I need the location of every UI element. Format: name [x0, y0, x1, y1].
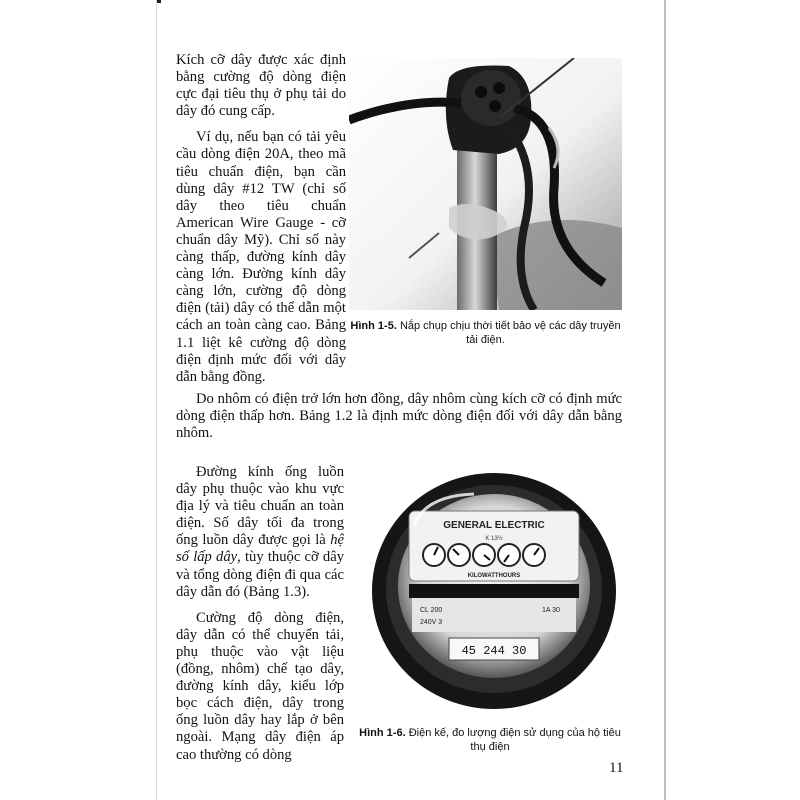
paragraph — [176, 464, 344, 601]
figure-1-5-caption — [349, 319, 622, 347]
paragraph: Cường độ dòng điện, dây dẫn có thể chuyển tải, phụ thuộc vào vật liệu (đồng, nhôm) chế tạo dây, đường kính dây, kiểu lớp bọc cách điện, dây trong ống luồn dây hay lắp ở bên ngoài. Mạng dây điện áp cao thường có dòng — [176, 609, 344, 763]
electric-meter-illustration — [354, 456, 624, 718]
text-run: , tùy thuộc cỡ dây và tổng dòng điện đi qua các dây dẫn đó (Bảng 1.3). — [176, 549, 344, 600]
paragraph: Do nhôm có điện trở lớn hơn đồng, dây nhôm cùng kích cỡ có định mức dòng điện thấp hơn. Bảng 1.2 là định mức dòng điện đối với dây dẫn bằng nhôm. — [176, 391, 622, 442]
weatherhead-illustration — [349, 58, 622, 310]
meter-brand: GENERAL ELECTRIC — [443, 520, 545, 531]
weatherhead-photo — [349, 58, 622, 310]
electric-meter-photo — [354, 456, 624, 718]
figure-label: Hình 1-5. — [350, 320, 397, 332]
paragraph: Ví dụ, nếu bạn có tải yêu cầu dòng điện 20A, theo mã tiêu chuẩn điện, bạn cần dùng dây #12 TW (chỉ số dây theo tiêu chuẩn American Wire Gauge - cỡ chuẩn dây Mỹ). Chỉ số này càng thấp, đường kính dây càng lớn. Đường kính dây càng lớn, cường độ dòng điện (tải) dây có thể dẫn một cách an toàn càng cao. Bảng 1.1 liệt kê cường độ dòng điện định mức đối với dây dẫn bằng đồng. — [176, 129, 346, 385]
figure-caption-text: Điện kế, đo lượng điện sử dụng của hộ tiêu thụ điện — [408, 727, 621, 753]
emphasis-term: hệ số lấp dây — [176, 532, 344, 566]
page-number: 11 — [609, 760, 624, 776]
meter-reading: 45 244 30 — [461, 644, 527, 658]
meter-kh: K 13½ — [485, 536, 503, 542]
figure-caption-text: Nắp chụp chịu thời tiết bảo vệ các dây truyền tải điện. — [399, 320, 621, 346]
left-column-text — [176, 52, 346, 395]
text-run: Đường kính ống luồn dây phụ thuộc vào khu vực địa lý và tiêu chuẩn an toàn điện. Số dây tối đa trong ống luồn dây được gọi là — [176, 464, 344, 549]
full-width-text — [176, 391, 622, 451]
page-corner-mark — [157, 0, 161, 3]
meter-volts: 240V 3 — [420, 619, 443, 626]
meter-class: CL 200 — [420, 607, 443, 614]
left-column-text-2 — [176, 464, 344, 773]
figure-label: Hình 1-6. — [359, 727, 406, 739]
meter-unit: KILOWATTHOURS — [467, 573, 521, 579]
meter-amps: 1A 30 — [542, 607, 560, 614]
figure-1-6-caption — [352, 726, 628, 754]
paragraph: Kích cỡ dây được xác định bằng cường độ dòng điện cực đại tiêu thụ ở phụ tải do dây đó cung cấp. — [176, 52, 346, 120]
